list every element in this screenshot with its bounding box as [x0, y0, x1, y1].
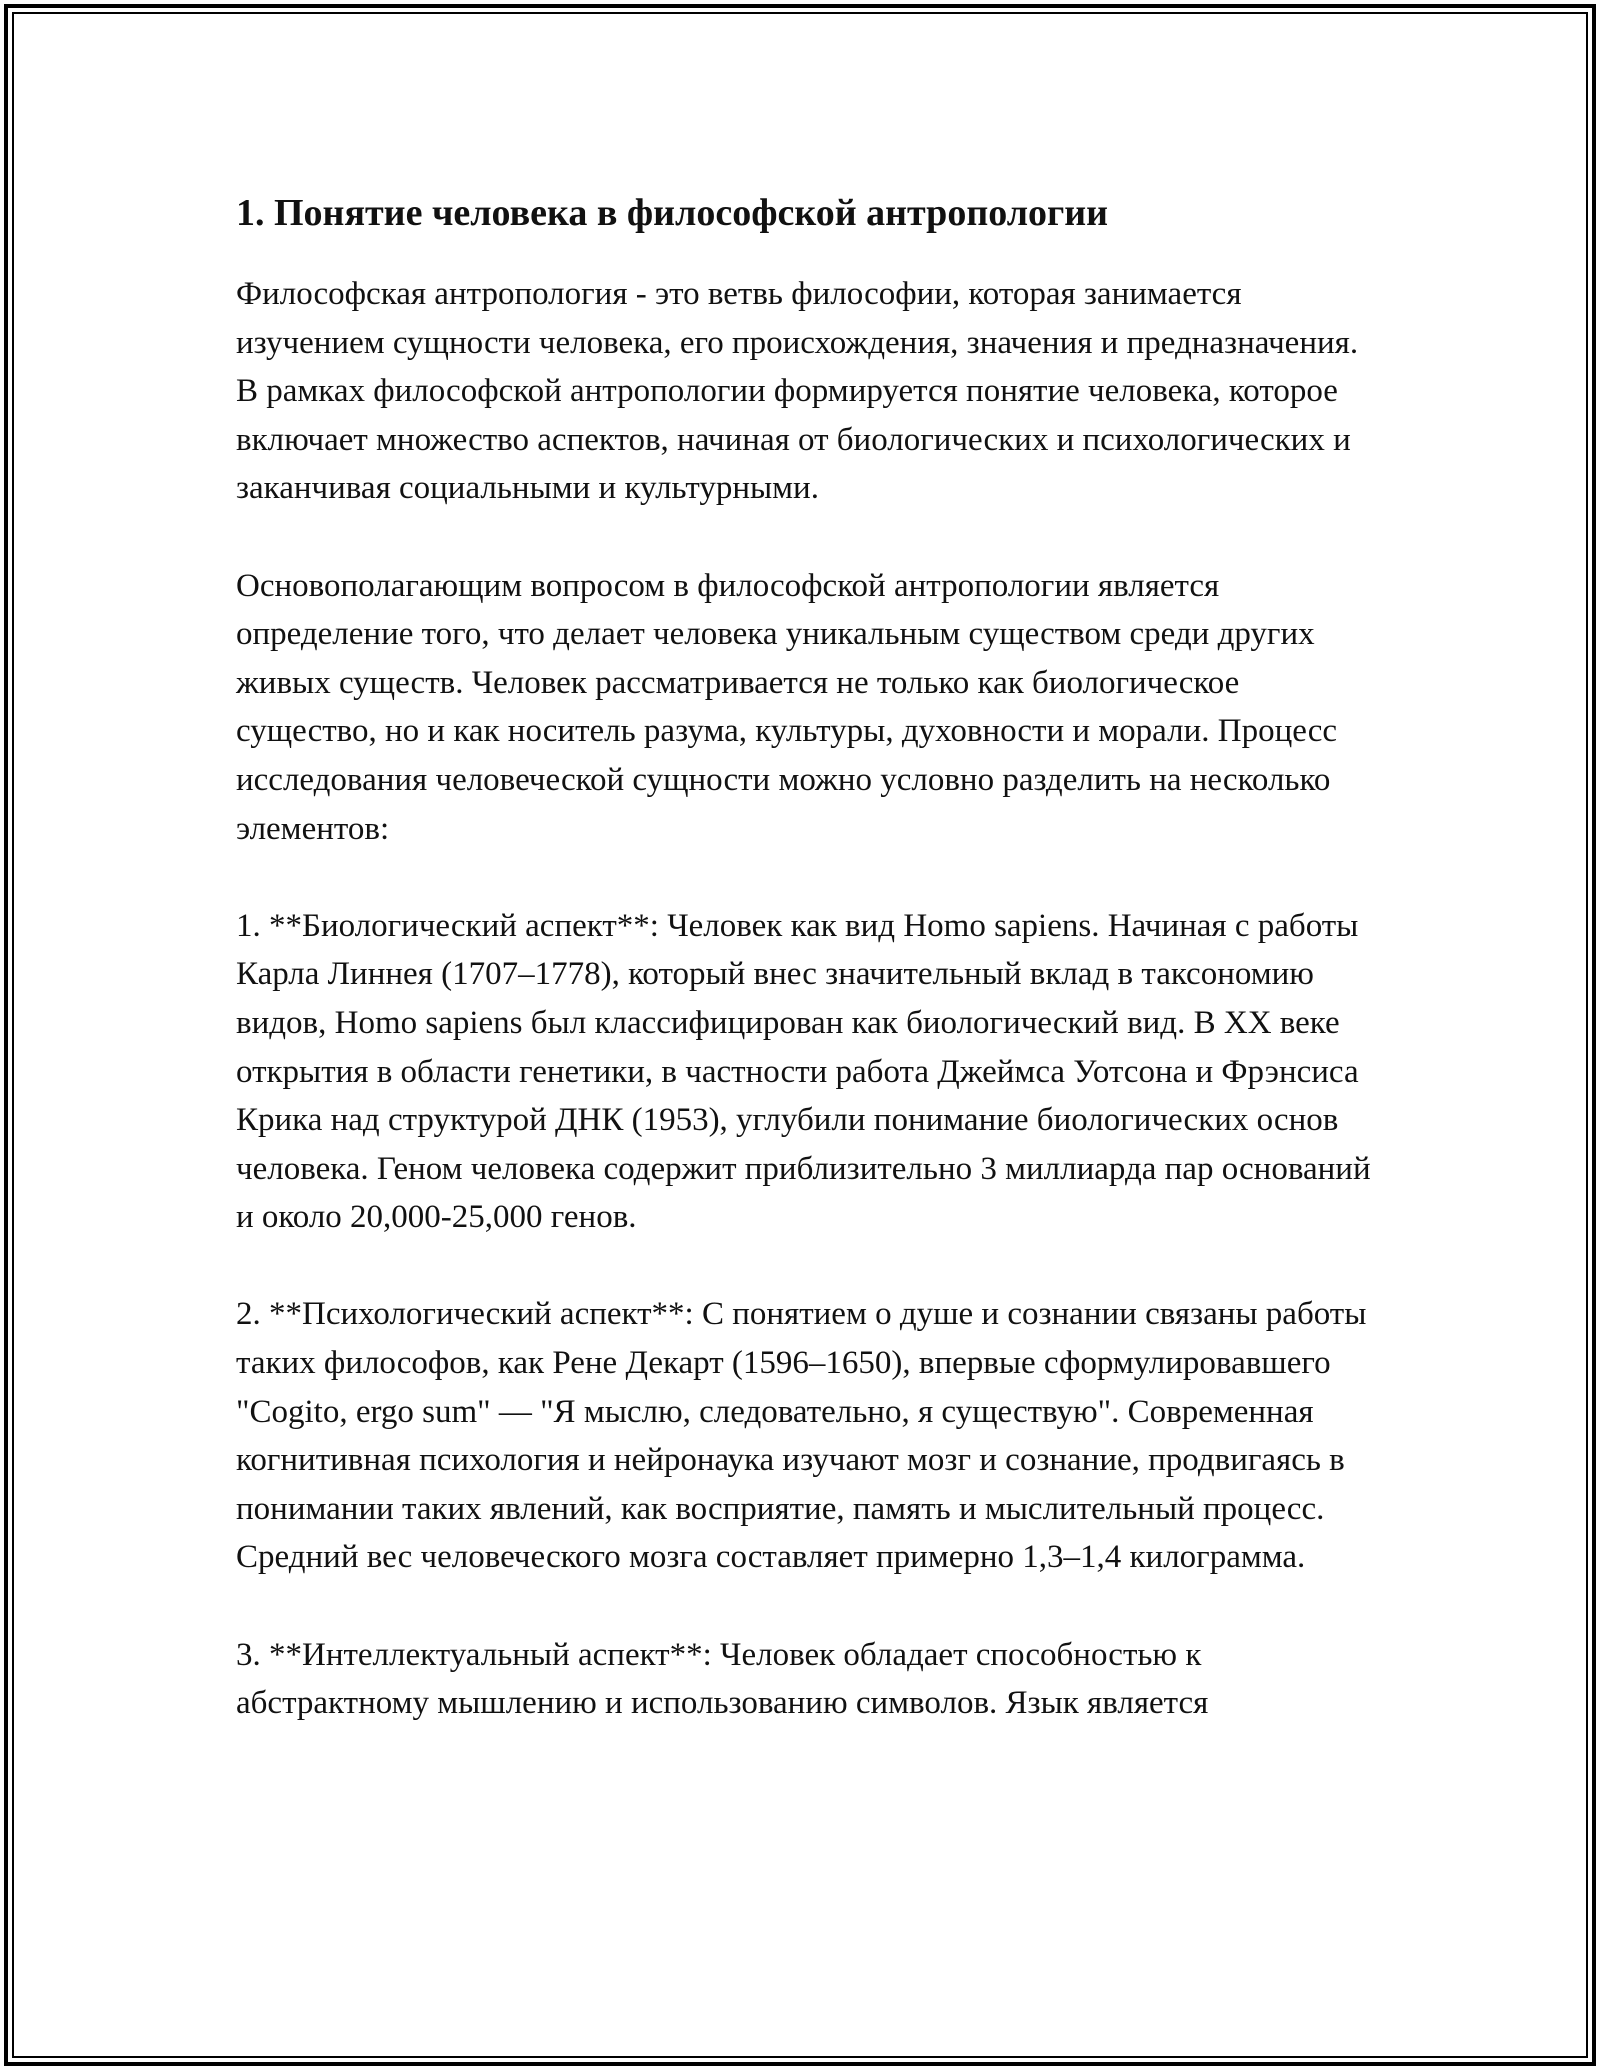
- paragraph-fundamental-question: Основополагающим вопросом в философской антропологии является определение того, что делает человека уникальным существом среди других живых существ. Человек рассматривается не только как биологическое существо, но и как носитель разума, культуры, духовности и морали. Процесс исследования человеческой сущности можно условно разделить на несколько элементов:: [236, 567, 1338, 847]
- document-body: [236, 186, 1386, 1728]
- paragraph-intellectual-aspect: 3. **Интеллектуальный аспект**: Человек обладает способностью к абстрактному мышлению и использованию символов. Язык является: [236, 1636, 1209, 1722]
- paragraph-intro: Философская антропология - это ветвь философии, которая занимается изучением сущности человека, его происхождения, значения и предназначения. В рамках философской антропологии формируется понятие человека, которое включает множество аспектов, начиная от биологических и психологических и заканчивая социальными и культурными.: [236, 276, 1359, 507]
- paragraph-psychological-aspect: 2. **Психологический аспект**: С понятием о душе и сознании связаны работы таких философов, как Рене Декарт (1596–1650), впервые сформулировавшего "Cogito, ergo sum" — "Я мыслю, следовательно, я существую". Современная когнитивная психология и нейронаука изучают мозг и сознание, продвигаясь в понимании таких явлений, как восприятие, память и мыслительный процесс. Средний вес человеческого мозга составляет примерно 1,3–1,4 килограмма.: [236, 1296, 1367, 1576]
- document-title: 1. Понятие человека в философской антропологии: [236, 192, 1109, 234]
- paragraph-biological-aspect: 1. **Биологический аспект**: Человек как вид Homo sapiens. Начиная с работы Карла Линнея (1707–1778), который внес значительный вклад в таксономию видов, Homo sapiens был классифицирован как биологический вид. В XX веке открытия в области генетики, в частности работа Джеймса Уотсона и Фрэнсиса Крика над структурой ДНК (1953), углубили понимание биологических основ человека. Геном человека содержит приблизительно 3 миллиарда пар оснований и около 20,000-25,000 генов.: [236, 907, 1371, 1236]
